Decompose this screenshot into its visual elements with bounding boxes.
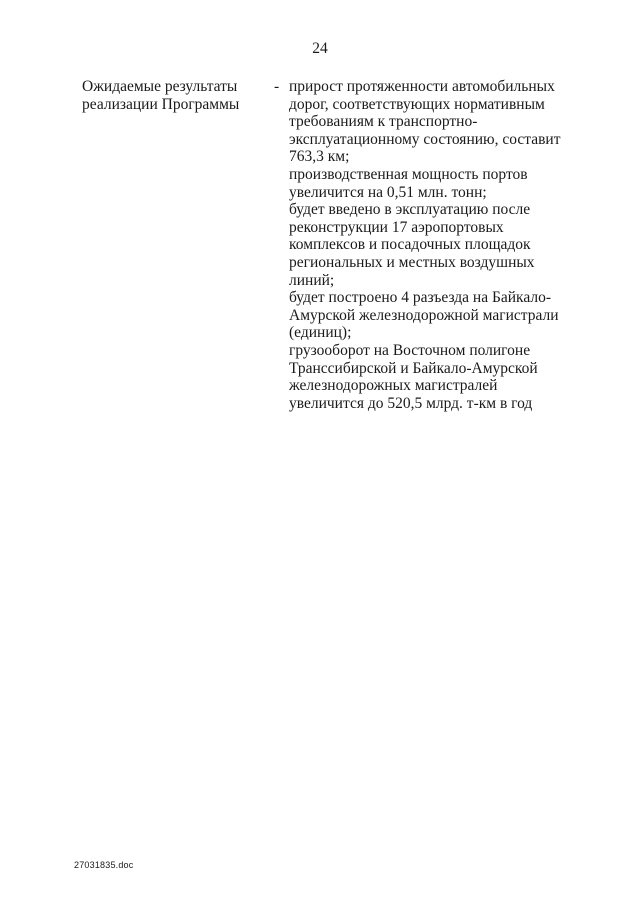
paragraph-freight-turnover [289,342,589,412]
row-label-line: реализации Программы [82,96,240,113]
row-dash: - [274,78,280,95]
text-line: увеличится на 0,51 млн. тонн; [289,183,487,201]
paragraph-bam-sidings [289,289,589,342]
row-label-line: Ожидаемые результаты [82,78,238,95]
text-line: прирост протяженности автомобильных [289,78,555,95]
text-line: линий; [289,271,335,289]
row-content [289,78,589,412]
text-line: комплексов и посадочных площадок [289,236,531,254]
text-line: требованиям к транспортно- [289,113,478,131]
text-line: региональных и местных воздушных [289,253,535,271]
text-line: железнодорожных магистралей [289,377,498,395]
paragraph-airports [289,201,589,289]
text-line: грузооборот на Восточном полигоне [289,341,531,359]
text-line: эксплуатационному состоянию, составит [289,130,561,148]
text-line: дорог, соответствующих нормативным [289,95,545,113]
text-line: Амурской железнодорожной магистрали [289,306,559,324]
page-number: 24 [312,40,328,57]
text-line: будет введено в эксплуатацию после [289,201,531,219]
document-filename: 27031835.doc [74,860,134,870]
row-label [82,78,272,114]
text-line: реконструкции 17 аэропортовых [289,218,504,236]
paragraph-port-capacity [289,166,589,201]
text-line: производственная мощность портов [289,165,528,183]
text-line: будет построено 4 разъезда на Байкало- [289,289,552,307]
text-line: (единиц); [289,324,352,342]
text-line: Транссибирской и Байкало-Амурской [289,359,538,377]
paragraph-road-length [289,78,589,166]
text-line: увеличится до 520,5 млрд. т-км в год [289,394,533,412]
text-line: 763,3 км; [289,148,350,166]
